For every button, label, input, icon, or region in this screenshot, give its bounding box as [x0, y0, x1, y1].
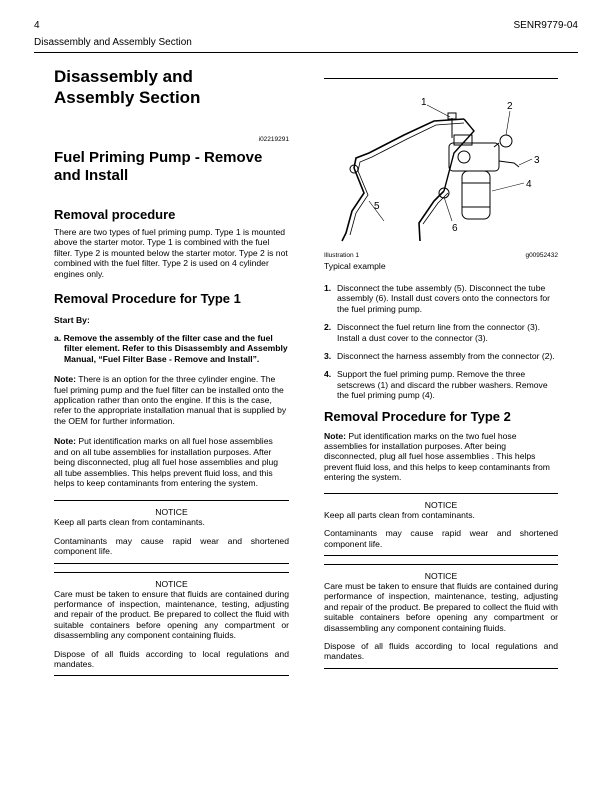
notice-text: Keep all parts clean from contaminants.: [54, 517, 205, 528]
illustration-label: Illustration 1: [324, 252, 360, 259]
removal-heading: Removal procedure: [54, 207, 176, 222]
notice-contaminants: [54, 500, 289, 563]
note-type2: [324, 431, 558, 483]
connector-3: [499, 161, 519, 167]
running-section-title: Disassembly and Assembly Section: [34, 37, 192, 48]
step-text: Disconnect the harness assembly from the connector (2).: [337, 351, 555, 362]
note-text: There is an option for the three cylinder engine. The fuel priming pump and the fuel filter can be installed onto the application rather than onto the engine. If this is the case, refer to the appropriate installation manual that is supplied by the OEM for further information.: [54, 374, 287, 426]
notice-title: NOTICE: [424, 499, 458, 510]
step-a-label: a.: [54, 333, 62, 344]
tube-assembly-6: [419, 191, 444, 241]
illustration-caption-row: [324, 252, 558, 259]
step-number: 2.: [324, 322, 332, 333]
topic-title-line-1: Fuel Priming Pump - Remove: [54, 149, 263, 166]
section-title: [54, 66, 289, 108]
section-title-line-1: Disassembly and: [54, 67, 193, 86]
step-text: Disconnect the tube assembly (5). Disconnect the tube assembly (6). Install dust covers onto the connectors for the fuel priming pump.: [337, 283, 551, 314]
list-item: [324, 351, 558, 361]
step-text: Disconnect the fuel return line from the connector (3). Install a dust cover to the connector (3).: [337, 322, 541, 343]
callout-4: 4: [526, 179, 532, 190]
illustration-id: g00952432: [525, 252, 558, 259]
note-text: Put identification marks on the two fuel hose assemblies for installation purposes. After being disconnected, plug all fuel hose assemblies . This helps prevent fluid loss, and this helps to keep contaminants from entering the system.: [324, 430, 550, 483]
notice-text: Contaminants may cause rapid wear and shortened component life.: [324, 528, 558, 549]
step-a: [54, 333, 289, 364]
notice-text: Care must be taken to ensure that fluids are contained during performance of inspection, maintenance, testing, adjusting and repair of the product. Be prepared to collect the fluid with suitable containers before opening any compartment or disassembling any component containing fluids.: [324, 580, 558, 633]
notice-fluids: [54, 572, 289, 677]
note-text: Put identification marks on all fuel hose assemblies and on all tube assemblies for installation purposes. After being disconnected, plug all fuel hose assemblies and plug all tube assemblies. This helps prevent fluid loss, and this helps to keep contaminants from entering the system.: [54, 436, 279, 488]
notice-title: NOTICE: [155, 507, 188, 518]
list-item: [324, 283, 558, 314]
connector-2: [500, 135, 512, 147]
step-text: Support the fuel priming pump. Remove the three setscrews (1) and discard the rubber washers. Remove the fuel priming pump (4).: [337, 369, 548, 401]
type1-heading: Removal Procedure for Type 1: [54, 291, 241, 307]
note-label: Note:: [324, 430, 346, 441]
note-label: Note:: [54, 374, 76, 385]
notice-text: Dispose of all fluids according to local regulations and mandates.: [54, 648, 289, 669]
notice-text: Dispose of all fluids according to local regulations and mandates.: [324, 640, 558, 662]
callout-2: 2: [507, 101, 513, 112]
fuel-priming-pump-illustration: [324, 83, 558, 248]
illustration: [324, 83, 558, 248]
reference-id: i02219291: [258, 136, 289, 143]
notice-text: Keep all parts clean from contaminants.: [324, 509, 475, 520]
notice-title: NOTICE: [155, 578, 188, 589]
right-column: [324, 66, 558, 669]
start-by-label: Start By:: [54, 315, 90, 326]
header-divider: [34, 52, 578, 53]
page-number: 4: [34, 20, 40, 31]
callout-5: 5: [374, 201, 380, 212]
step-a-text: Remove the assembly of the filter case and the fuel filter element. Refer to this Disassembly and Assembly Manual, “Fuel Filter Base - Remove and Install”.: [63, 333, 288, 364]
illustration-caption: Typical example: [324, 261, 386, 271]
notice-fluids: [324, 564, 558, 669]
section-title-line-2: Assembly Section: [54, 88, 201, 107]
notice-text: Care must be taken to ensure that fluids are contained during performance of inspection, maintenance, testing, adjusting and repair of the product. Be prepared to collect the fluid with suitable containers before opening any compartment or disassembling any component containing fluids.: [54, 588, 289, 641]
topic-title: [54, 149, 289, 185]
step-number: 1.: [324, 283, 332, 293]
topic-title-line-2: and Install: [54, 167, 129, 184]
callout-1: 1: [421, 97, 427, 108]
notice-title: NOTICE: [424, 570, 458, 581]
note-option: [54, 374, 289, 426]
list-item: [324, 322, 558, 343]
tube-assembly-upper: [354, 119, 464, 168]
type2-heading: Removal Procedure for Type 2: [324, 408, 511, 424]
tube-assembly-5: [342, 168, 364, 241]
callout-6: 6: [452, 223, 458, 234]
step-number: 3.: [324, 351, 332, 362]
pump-head: [449, 143, 499, 171]
list-item: [324, 369, 558, 400]
left-column: [54, 66, 289, 676]
step-number: 4.: [324, 369, 332, 380]
note-label: Note:: [54, 436, 76, 447]
type1-steps: [324, 283, 558, 401]
callout-3: 3: [534, 155, 540, 166]
document-id: SENR9779-04: [513, 20, 578, 31]
notice-text: Contaminants may cause rapid wear and shortened component life.: [54, 535, 289, 557]
notice-contaminants: [324, 493, 558, 556]
removal-intro: There are two types of fuel priming pump. Type 1 is mounted above the starter motor. Type 1 is combined with the fuel filter. Type 2 is mounted below the starter motor. Type 2 is not combined with the fuel filter. Type 2 is used on 4 cylinder engines only.: [54, 227, 288, 279]
illustration-top-rule: [324, 78, 558, 79]
filter-bowl: [462, 171, 490, 219]
note-identification: [54, 436, 289, 488]
